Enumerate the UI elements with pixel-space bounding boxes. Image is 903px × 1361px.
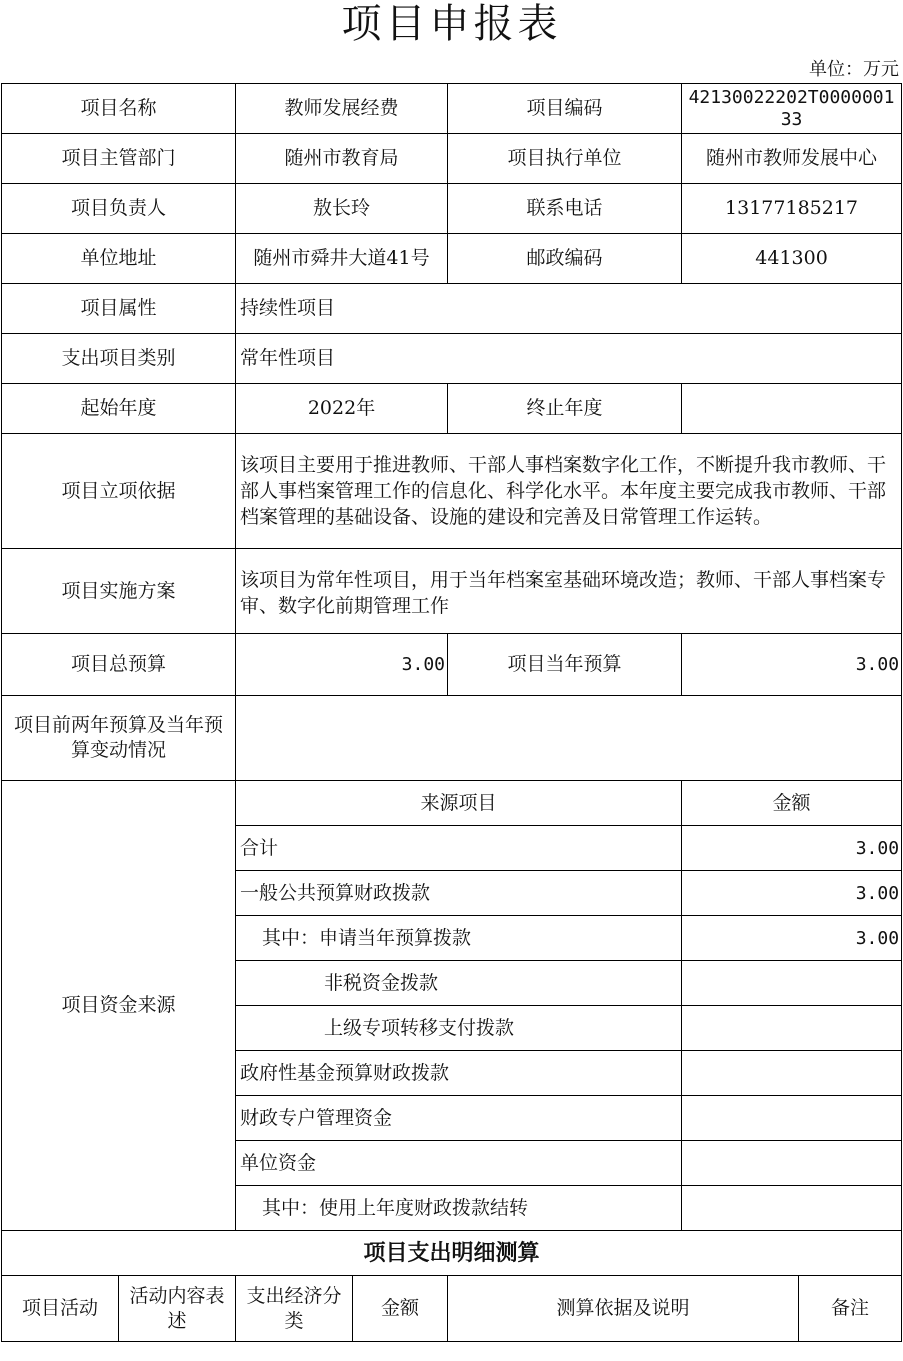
row-dept [2,134,902,184]
address-value: 随州市舜井大道41号 [236,234,448,284]
funding-amount: 3.00 [682,871,902,916]
funding-amount [682,1096,902,1141]
row-change [2,696,902,781]
funding-amount [682,961,902,1006]
funding-source: 财政专户管理资金 [236,1096,682,1141]
year-budget-label: 项目当年预算 [448,634,682,696]
row-detail-section [2,1231,902,1276]
attribute-label: 项目属性 [2,284,236,334]
attribute-value: 持续性项目 [236,284,902,334]
detail-header-econ-class: 支出经济分类 [236,1276,353,1342]
phone-value: 13177185217 [682,184,902,234]
funding-source: 合计 [236,826,682,871]
funding-source: 政府性基金预算财政拨款 [236,1051,682,1096]
funding-amount [682,1186,902,1231]
category-label: 支出项目类别 [2,334,236,384]
detail-header-content: 活动内容表述 [119,1276,236,1342]
row-category [2,334,902,384]
source-header: 来源项目 [236,781,682,826]
funding-source: 单位资金 [236,1141,682,1186]
plan-text: 该项目为常年性项目，用于当年档案室基础环境改造；教师、干部人事档案专审、数字化前期管理工作 [236,549,902,634]
row-years [2,384,902,434]
funding-source: 其中：使用上年度财政拨款结转 [236,1186,682,1231]
amount-header: 金额 [682,781,902,826]
address-label: 单位地址 [2,234,236,284]
basis-text: 该项目主要用于推进教师、干部人事档案数字化工作，不断提升我市教师、干部人事档案管理工作的信息化、科学化水平。本年度主要完成我市教师、干部档案管理的基础设备、设施的建设和完善及日常管理工作运转。 [236,434,902,549]
total-budget-value: 3.00 [236,634,448,696]
end-year-value [682,384,902,434]
funding-source: 非税资金拨款 [236,961,682,1006]
detail-section-title: 项目支出明细测算 [2,1231,902,1276]
project-code-value: 42130022202T000000133 [682,84,902,134]
category-value: 常年性项目 [236,334,902,384]
application-form-table [1,83,902,1342]
change-value [236,696,902,781]
dept-value: 随州市教育局 [236,134,448,184]
funding-amount: 3.00 [682,826,902,871]
start-year-label: 起始年度 [2,384,236,434]
year-budget-value: 3.00 [682,634,902,696]
row-plan [2,549,902,634]
total-budget-label: 项目总预算 [2,634,236,696]
postcode-value: 441300 [682,234,902,284]
project-name-label: 项目名称 [2,84,236,134]
detail-header-activity: 项目活动 [2,1276,119,1342]
basis-label: 项目立项依据 [2,434,236,549]
project-code-label: 项目编码 [448,84,682,134]
funding-amount [682,1051,902,1096]
row-attribute [2,284,902,334]
detail-header-amount: 金额 [353,1276,448,1342]
row-detail-header [2,1276,902,1342]
funding-amount [682,1141,902,1186]
funding-source: 上级专项转移支付拨款 [236,1006,682,1051]
postcode-label: 邮政编码 [448,234,682,284]
page-title: 项目申报表 [341,1,562,47]
project-name-value: 教师发展经费 [236,84,448,134]
unit-label: 单位：万元 [809,59,899,80]
exec-unit-value: 随州市教师发展中心 [682,134,902,184]
row-project-name [2,84,902,134]
funding-amount: 3.00 [682,916,902,961]
row-basis [2,434,902,549]
dept-label: 项目主管部门 [2,134,236,184]
detail-header-basis: 测算依据及说明 [448,1276,799,1342]
exec-unit-label: 项目执行单位 [448,134,682,184]
row-budget [2,634,902,696]
start-year-value: 2022年 [236,384,448,434]
end-year-label: 终止年度 [448,384,682,434]
row-leader [2,184,902,234]
phone-label: 联系电话 [448,184,682,234]
row-funding-header [2,781,902,826]
leader-value: 敖长玲 [236,184,448,234]
funding-amount [682,1006,902,1051]
row-address [2,234,902,284]
funding-source: 其中：申请当年预算拨款 [236,916,682,961]
funding-label: 项目资金来源 [2,781,236,1231]
funding-source: 一般公共预算财政拨款 [236,871,682,916]
detail-header-remark: 备注 [799,1276,902,1342]
leader-label: 项目负责人 [2,184,236,234]
change-label: 项目前两年预算及当年预算变动情况 [2,696,236,781]
plan-label: 项目实施方案 [2,549,236,634]
